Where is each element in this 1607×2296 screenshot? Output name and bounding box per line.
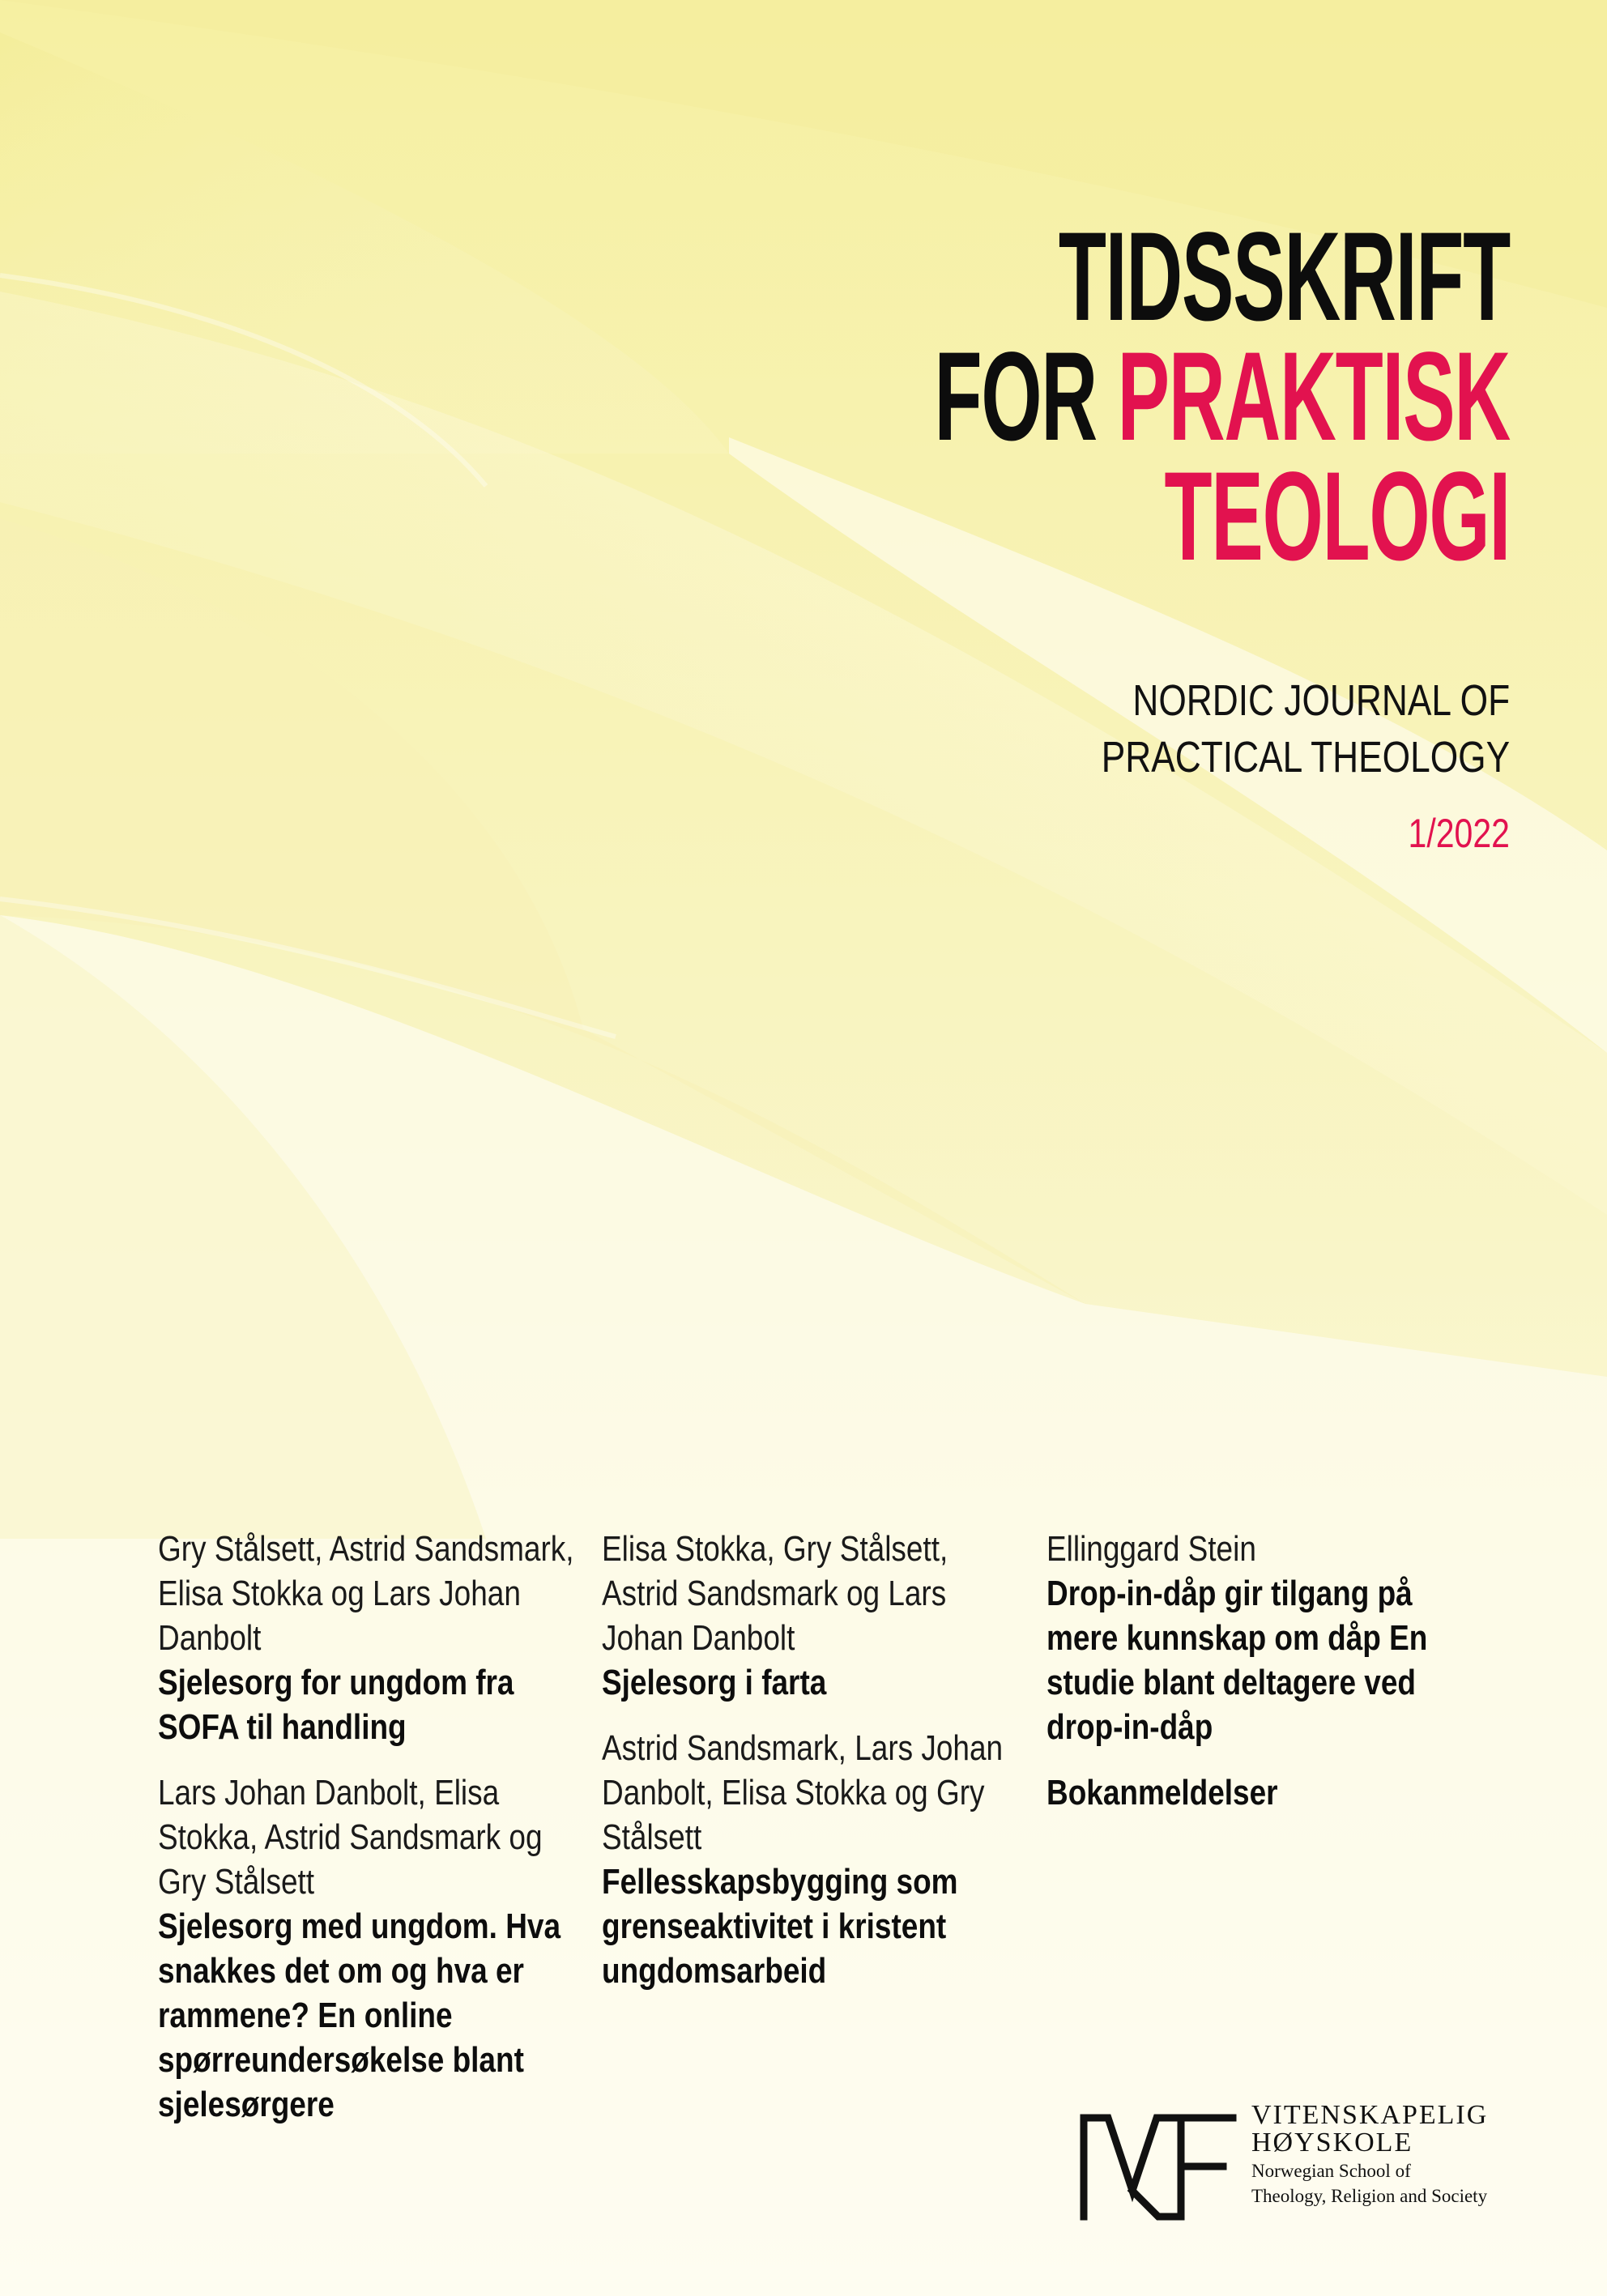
- article-authors: Gry Stålsett, Astrid Sandsmark, Elisa Stokka og Lars Johan Danbolt: [158, 1529, 574, 1658]
- publisher-sub-line-1: Norwegian School of: [1251, 2161, 1411, 2181]
- subtitle-line-1: NORDIC JOURNAL OF: [1132, 676, 1510, 725]
- article-entry: [1046, 1527, 1468, 1749]
- article-title: Fellesskapsbygging som grenseaktivitet i kristent ungdomsarbeid: [602, 1862, 958, 1991]
- article-authors: Ellinggard Stein: [1046, 1529, 1256, 1569]
- contents-column-3: [1046, 1527, 1468, 1836]
- journal-title: [934, 207, 1510, 587]
- publisher-name: [1251, 2102, 1488, 2207]
- subtitle-line-2: PRACTICAL THEOLOGY: [1101, 733, 1510, 782]
- title-word-for: FOR: [934, 326, 1097, 467]
- publisher-logo: [1077, 2102, 1531, 2223]
- article-title: Sjelesorg med ungdom. Hva snakkes det om og hva er rammene? En online spørreundersøkelse blant sjelesørgere: [158, 1906, 561, 2124]
- article-title: Drop-in-dåp gir tilgang på mere kunnskap om dåp En studie blant deltagere ved drop-in-dåp: [1046, 1574, 1428, 1747]
- title-line-2: [934, 326, 1510, 467]
- book-reviews-entry: [1046, 1770, 1468, 1815]
- publisher-sub-line-2: Theology, Religion and Society: [1251, 2186, 1488, 2206]
- article-authors: Elisa Stokka, Gry Stålsett, Astrid Sandsmark og Lars Johan Danbolt: [602, 1529, 948, 1658]
- article-title: Sjelesorg for ungdom fra SOFA til handling: [158, 1663, 514, 1747]
- issue-number: 1/2022: [1408, 811, 1510, 856]
- publisher-name-line-2: HØYSKOLE: [1251, 2128, 1413, 2158]
- title-line-1: TIDSSKRIFT: [1058, 207, 1510, 347]
- title-word-praktisk: PRAKTISK: [1117, 326, 1510, 467]
- article-title: Sjelesorg i farta: [602, 1663, 827, 1702]
- article-authors: Astrid Sandsmark, Lars Johan Danbolt, Elisa Stokka og Gry Stålsett: [602, 1728, 1004, 1857]
- contents-column-2: [602, 1527, 1024, 2014]
- book-reviews-title: Bokanmeldelser: [1046, 1773, 1278, 1813]
- journal-subtitle: [1102, 672, 1510, 786]
- article-entry: [602, 1726, 1024, 1993]
- mf-logo-icon: [1077, 2102, 1239, 2223]
- publisher-name-line-1: VITENSKAPELIG: [1251, 2100, 1489, 2130]
- article-entry: [602, 1527, 1024, 1705]
- title-line-3: TEOLOGI: [1164, 446, 1510, 587]
- contents-column-1: [158, 1527, 580, 2148]
- article-authors: Lars Johan Danbolt, Elisa Stokka, Astrid Sandsmark og Gry Stålsett: [158, 1773, 543, 1902]
- article-entry: [158, 1770, 580, 2127]
- article-entry: [158, 1527, 580, 1749]
